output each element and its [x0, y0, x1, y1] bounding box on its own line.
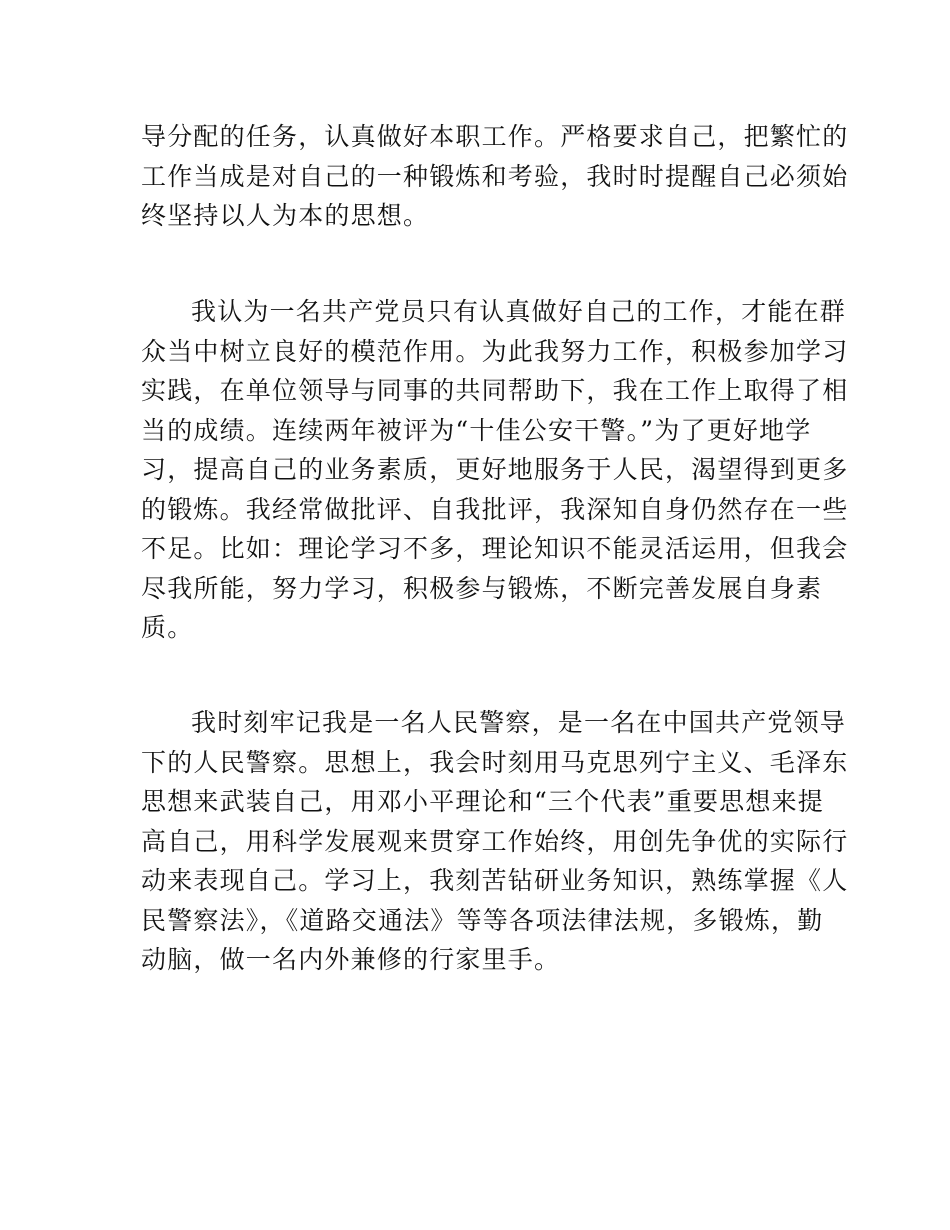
paragraph-1 [141, 117, 849, 236]
paragraph-line: 动脑，做一名内外兼修的行家里手。 [141, 945, 561, 974]
paragraph-line: 当的成绩。连续两年被评为“十佳公安干警。”为了更好地学 [141, 415, 812, 445]
paragraph-3 [141, 703, 849, 980]
paragraph-line: 高自己，用科学发展观来贯穿工作始终，用创先争优的实际行 [141, 826, 849, 856]
paragraph-line: 导分配的任务，认真做好本职工作。严格要求自己，把繁忙的 [141, 122, 849, 151]
paragraph-line: 我认为一名共产党员只有认真做好自己的工作，才能在群 [191, 297, 847, 326]
paragraph-line: 的锻炼。我经常做批评、自我批评，我深知自身仍然存在一些 [141, 494, 849, 524]
paragraph-line: 工作当成是对自己的一种锻炼和考验，我时时提醒自己必须始 [141, 161, 849, 191]
paragraph-line: 终坚持以人为本的思想。 [141, 201, 430, 230]
paragraph-line: 尽我所能，努力学习，积极参与锻炼，不断完善发展自身素 [141, 573, 823, 603]
paragraph-line: 习，提高自己的业务素质，更好地服务于人民，渴望得到更多 [141, 455, 849, 484]
paragraph-2 [141, 292, 849, 648]
paragraph-line: 实践，在单位领导与同事的共同帮助下，我在工作上取得了相 [141, 376, 849, 405]
paragraph-line: 民警察法》，《道路交通法》等等各项法律法规，多锻炼，勤 [141, 905, 824, 935]
paragraph-line: 动来表现自己。学习上，我刻苦钻研业务知识，熟练掌握《人 [141, 866, 849, 895]
paragraph-line: 思想来武装自己，用邓小平理论和“三个代表”重要思想来提 [141, 787, 824, 816]
paragraph-line: 不足。比如：理论学习不多，理论知识不能灵活运用，但我会 [141, 534, 849, 563]
paragraph-line: 我时刻牢记我是一名人民警察，是一名在中国共产党领导 [191, 708, 847, 737]
paragraph-line: 下的人民警察。思想上，我会时刻用马克思列宁主义、毛泽东 [141, 747, 849, 777]
paragraph-line: 质。 [141, 613, 194, 642]
paragraph-line: 众当中树立良好的模范作用。为此我努力工作，积极参加学习 [141, 336, 849, 366]
